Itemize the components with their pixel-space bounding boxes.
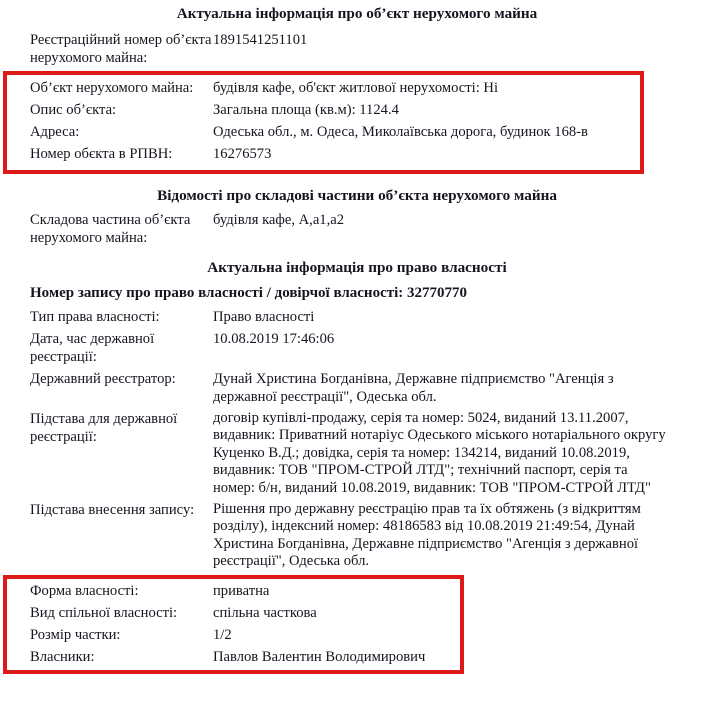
field-label: Тип права власності: [30, 309, 160, 325]
field-value: 10.08.2019 17:46:06 [213, 331, 335, 347]
ownership-record-number-line: Номер запису про право власності / довірчої власності: 32770770 [30, 285, 468, 301]
field-label: Державний реєстратор: [30, 371, 176, 387]
field-label: Розмір частки: [30, 626, 121, 643]
field-value: Павлов Валентин Володимирович [213, 648, 426, 665]
field-label: Складова частина об’єкта нерухомого майна: [30, 212, 191, 246]
row-registration-number [30, 31, 714, 67]
field-value: Право власності [213, 309, 315, 325]
row-state-registrar [30, 370, 714, 406]
section-title-components: Відомості про складові частини об’єкта нерухомого майна [157, 187, 557, 204]
row-joint-ownership-type [30, 604, 460, 622]
field-label: Дата, час державної реєстрації: [30, 331, 155, 365]
field-label: Вид спільної власності: [30, 604, 178, 621]
field-value: Дунай Христина Богданівна, Державне підприємство "Агенція з державної реєстрації", Одеська обл. [213, 371, 614, 405]
row-property-object [30, 79, 640, 97]
field-label: Власники: [30, 648, 95, 665]
field-value: спільна часткова [213, 604, 317, 621]
field-value: 1/2 [213, 626, 232, 643]
row-share-size [30, 626, 460, 644]
field-label: Опис об’єкта: [30, 102, 117, 118]
row-component-part [30, 211, 714, 247]
highlight-box-ownership [3, 575, 464, 674]
section-title-property: Актуальна інформація про об’єкт нерухомого майна [176, 5, 538, 22]
field-value: договір купівлі-продажу, серія та номер: 5024, виданий 13.11.2007, видавник: Приватний нотаріус Одеського міського нотаріального округу Куценко В.Д.; довідка, серія та номер: 134214, виданий 10.08.2019, видавник: ТОВ "ПРОМ-СТРОЙ ЛТД"; технічний паспорт, серія та номер: б/н, виданий 10.08.2019, видавник: ТОВ "ПРОМ-СТРОЙ ЛТД" [213, 410, 666, 496]
field-label: Номер обєкта в РПВН: [30, 146, 173, 162]
row-object-description [30, 101, 640, 119]
field-value: Одеська обл., м. Одеса, Миколаївська дорога, будинок 168-в [213, 124, 588, 140]
field-value: 16276573 [213, 146, 272, 162]
field-label: Об’єкт нерухомого майна: [30, 80, 194, 96]
field-label: Адреса: [30, 124, 80, 140]
field-value: Рішення про державну реєстрацію прав та їх обтяжень (з відкриттям розділу), індексний номер: 48186583 від 10.08.2019 21:49:54, Дунай Христина Богданівна, Державне підприємство "Агенція з державної реєстрації", Одеська обл. [213, 501, 641, 570]
row-address [30, 123, 640, 141]
field-label: Підстава внесення запису: [30, 502, 195, 519]
row-owners [30, 648, 460, 666]
field-value: Загальна площа (кв.м): 1124.4 [213, 102, 399, 118]
field-value: 1891541251101 [213, 32, 308, 48]
row-ownership-form [30, 582, 460, 600]
highlight-box-property [3, 71, 644, 174]
row-rpvn-number [30, 145, 640, 163]
field-value: будівля кафе, об'єкт житлової нерухомості: Ні [213, 80, 499, 96]
row-record-entry-grounds [30, 501, 714, 571]
row-ownership-type [30, 308, 714, 326]
row-registration-datetime [30, 330, 714, 366]
row-registration-grounds [30, 410, 714, 497]
field-label: Реєстраційний номер об’єкта нерухомого майна: [30, 32, 212, 66]
field-label: Підстава для державної реєстрації: [30, 411, 178, 445]
section-title-ownership: Актуальна інформація про право власності [207, 259, 507, 276]
field-value: приватна [213, 582, 270, 599]
field-label: Форма власності: [30, 582, 139, 599]
field-value: будівля кафе, А,а1,а2 [213, 212, 345, 228]
